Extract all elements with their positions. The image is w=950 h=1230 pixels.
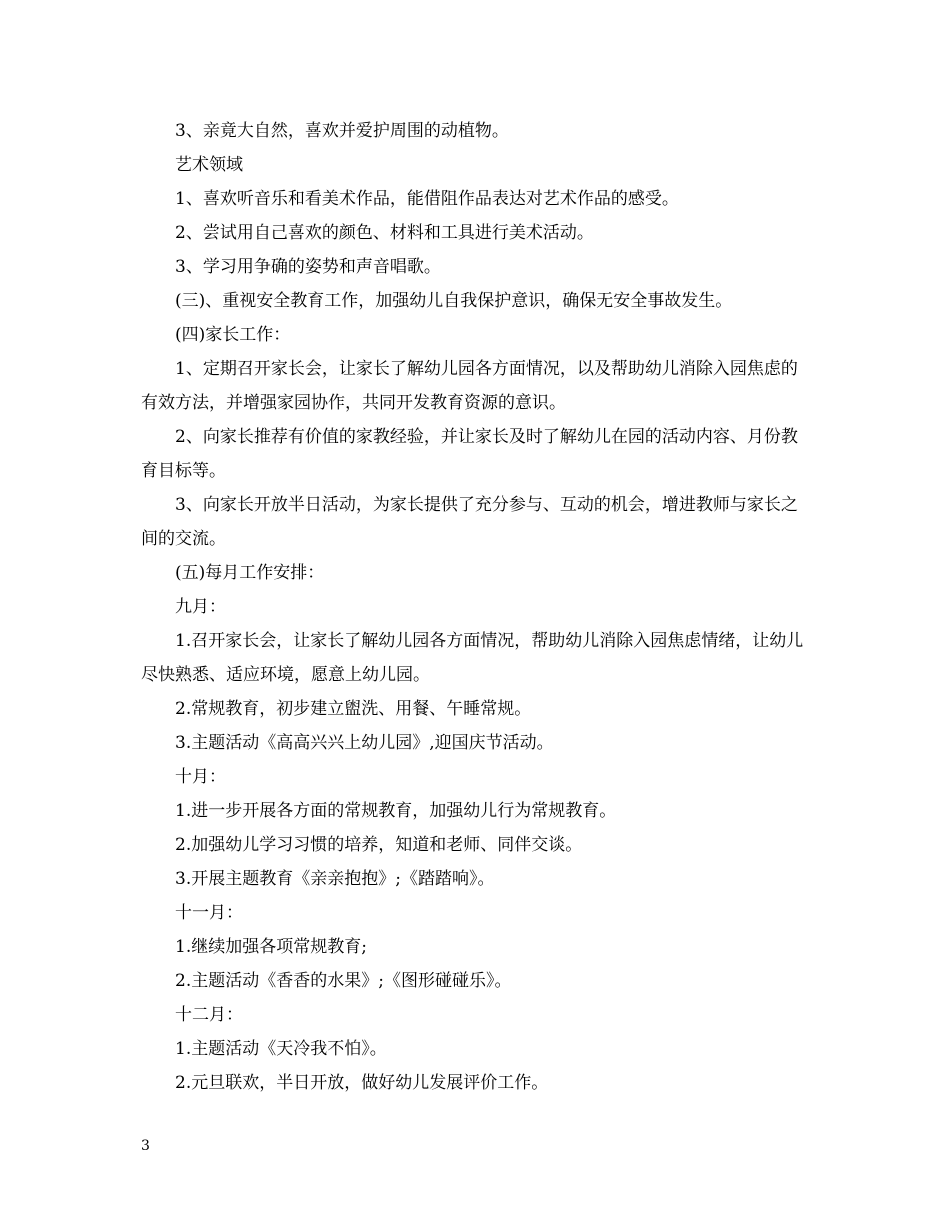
paragraph: 1.召开家长会，让家长了解幼儿园各方面情况，帮助幼儿消除入园焦虑情绪，让幼儿尽快熟悉、适应环境，愿意上幼儿园。 [141, 631, 804, 685]
paragraph: 3.主题活动《高高兴兴上幼儿园》,迎国庆节活动。 [175, 733, 554, 753]
section-heading: (三)、重视安全教育工作，加强幼儿自我保护意识，确保无安全事故发生。 [175, 291, 733, 311]
section-heading: (五)每月工作安排： [175, 563, 325, 583]
document-body [141, 114, 813, 1100]
section-heading: (四)家长工作： [175, 325, 291, 345]
paragraph: 2.加强幼儿学习习惯的培养，知道和老师、同伴交谈。 [175, 835, 583, 855]
paragraph: 3、向家长开放半日活动，为家长提供了充分参与、互动的机会，增进教师与家长之间的交流。 [141, 495, 798, 549]
paragraph: 1.主题活动《天冷我不怕》。 [175, 1039, 387, 1059]
paragraph: 1.进一步开展各方面的常规教育，加强幼儿行为常规教育。 [175, 801, 617, 821]
section-heading: 艺术领域 [175, 155, 243, 175]
paragraph: 3、亲竟大自然，喜欢并爱护周围的动植物。 [175, 121, 509, 141]
month-heading: 十二月： [175, 1005, 243, 1025]
month-heading: 十一月： [175, 903, 243, 923]
month-heading: 十月： [175, 767, 226, 787]
paragraph: 1、喜欢听音乐和看美术作品，能借阻作品表达对艺术作品的感受。 [175, 189, 679, 209]
paragraph: 3.开展主题教育《亲亲抱抱》;《踏踏响》。 [175, 869, 495, 889]
paragraph: 2.主题活动《香香的水果》;《图形碰碰乐》。 [175, 971, 512, 991]
page-number: 3 [141, 1138, 150, 1154]
paragraph: 3、学习用争确的姿势和声音唱歌。 [175, 257, 441, 277]
paragraph: 2.元旦联欢，半日开放，做好幼儿发展评价工作。 [175, 1073, 549, 1093]
paragraph: 2、向家长推荐有价值的家教经验，并让家长及时了解幼儿在园的活动内容、月份教育目标等。 [141, 427, 798, 481]
paragraph: 1、定期召开家长会，让家长了解幼儿园各方面情况，以及帮助幼儿消除入园焦虑的有效方法，并增强家园协作，共同开发教育资源的意识。 [141, 359, 798, 413]
paragraph: 2.常规教育，初步建立盥洗、用餐、午睡常规。 [175, 699, 532, 719]
paragraph: 2、尝试用自己喜欢的颜色、材料和工具进行美术活动。 [175, 223, 594, 243]
month-heading: 九月： [175, 597, 226, 617]
paragraph: 1.继续加强各项常规教育; [175, 937, 367, 957]
